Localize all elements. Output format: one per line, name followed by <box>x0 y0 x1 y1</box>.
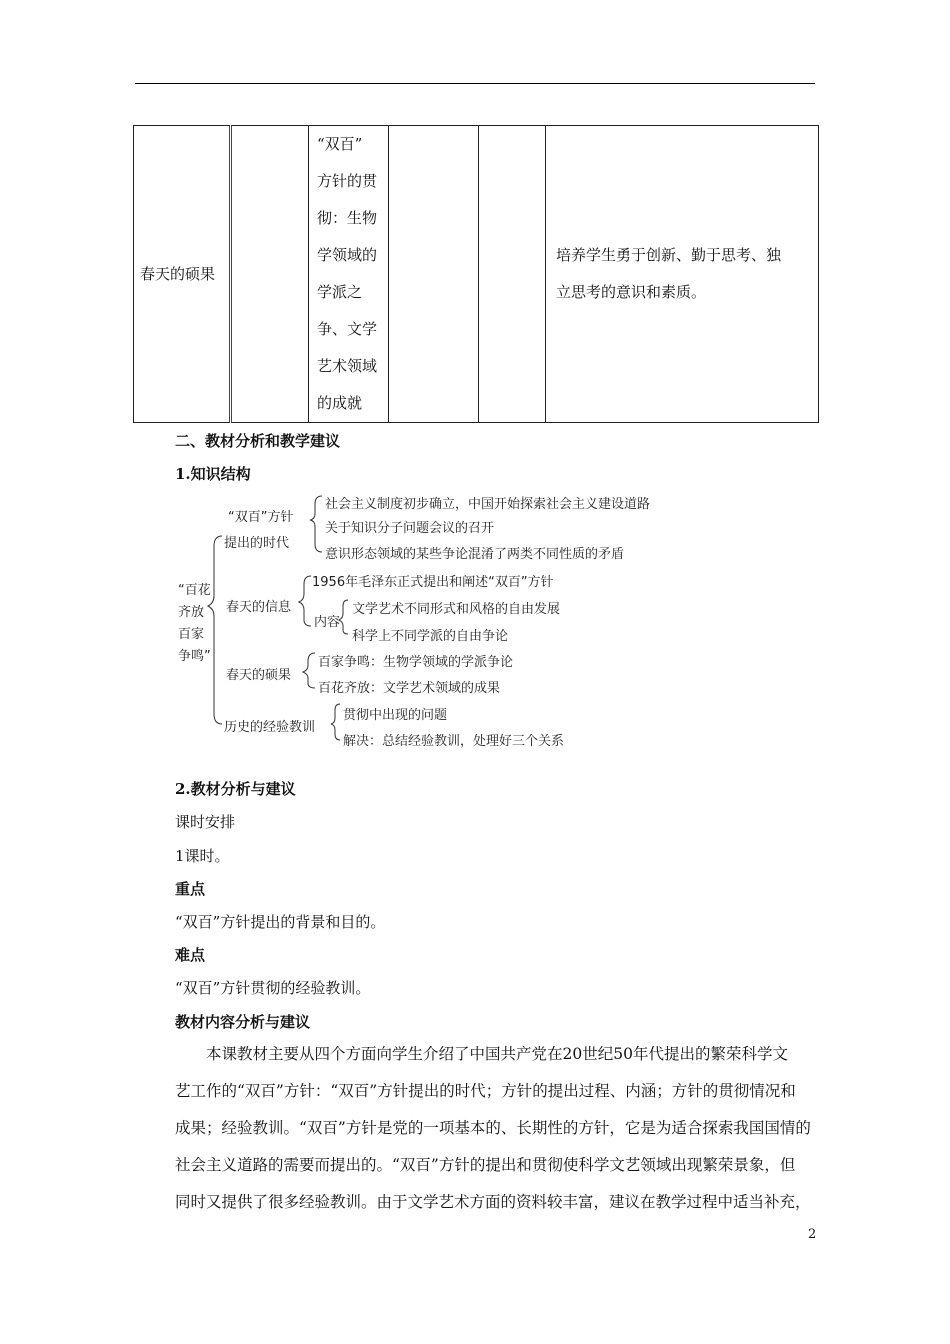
content-line: “双百” <box>317 135 363 153</box>
b1-label-1: “双百”方针 <box>228 510 294 525</box>
analysis-heading: 2.教材分析与建议 <box>175 780 296 798</box>
content-line: 的成就 <box>317 394 363 412</box>
b4-label: 历史的经验教训 <box>224 720 316 735</box>
difficulty-value: “双百”方针贯彻的经验教训。 <box>175 979 371 997</box>
paragraph-line: 艺工作的“双百”方针：“双百”方针提出的时代；方针的提出过程、内涵；方针的贯彻情况和 <box>175 1082 796 1100</box>
root-label <box>178 580 211 668</box>
b3-label: 春天的硕果 <box>226 668 292 683</box>
table-cell-content <box>309 126 389 423</box>
b2-sub-item: 文学艺术不同形式和风格的自由发展 <box>352 602 561 617</box>
content-analysis-label: 教材内容分析与建议 <box>175 1013 311 1031</box>
b2-label: 春天的信息 <box>226 600 292 615</box>
table-cell-topic <box>134 126 231 423</box>
topic-text: 春天的硕果 <box>140 265 216 283</box>
section-heading: 二、教材分析和教学建议 <box>175 432 341 450</box>
root-line: 争鸣” <box>178 649 211 664</box>
difficulty-label: 难点 <box>175 946 206 964</box>
brace-b1 <box>310 496 322 552</box>
schedule-value: 1课时。 <box>175 847 230 865</box>
table-cell-empty <box>231 126 309 423</box>
content-line: 彻：生物 <box>317 209 378 227</box>
knowledge-structure-heading: 1.知识结构 <box>175 465 251 483</box>
table-cell-empty <box>479 126 546 423</box>
content-line: 方针的贯 <box>317 172 378 190</box>
b2-sub-label: 内容 <box>314 615 341 630</box>
b4-item: 贯彻中出现的问题 <box>343 708 448 723</box>
content-paragraph <box>175 1036 815 1221</box>
b3-item: 百家争鸣：生物学领域的学派争论 <box>318 655 514 670</box>
brace-b2 <box>299 576 311 626</box>
paragraph-line: 社会主义道路的需要而提出的。“双百”方针的提出和贯彻使科学文艺领域出现繁荣景象，但 <box>175 1156 796 1174</box>
goal-line: 立思考的意识和素质。 <box>556 283 707 301</box>
b4-item: 解决：总结经验教训，处理好三个关系 <box>343 734 565 749</box>
brace-b3 <box>303 653 315 688</box>
table-cell-empty <box>389 126 479 423</box>
root-line: 齐放 <box>178 605 205 620</box>
b1-item: 意识形态领域的某些争论混淆了两类不同性质的矛盾 <box>325 547 625 562</box>
b1-label-2: 提出的时代 <box>224 536 290 551</box>
paragraph-line: 本课教材主要从四个方面向学生介绍了中国共产党在20世纪50年代提出的繁荣科学文 <box>206 1045 788 1063</box>
content-table <box>133 125 819 423</box>
root-line: “百花 <box>178 583 211 598</box>
knowledge-structure-diagram <box>160 488 651 753</box>
content-line: 学领域的 <box>317 246 378 264</box>
key-point-value: “双百”方针提出的背景和目的。 <box>175 913 386 931</box>
key-point-label: 重点 <box>175 880 206 898</box>
table-cell-goal <box>546 126 819 423</box>
header-rule <box>135 83 815 84</box>
b1-item: 关于知识分子问题会议的召开 <box>325 521 495 536</box>
b1-item: 社会主义制度初步确立，中国开始探索社会主义建设道路 <box>325 497 651 512</box>
content-line: 艺术领域 <box>317 357 378 375</box>
b2-sub-item: 科学上不同学派的自由争论 <box>352 629 509 644</box>
paragraph-line: 同时又提供了很多经验教训。由于文学艺术方面的资料较丰富，建议在教学过程中适当补充， <box>175 1193 811 1211</box>
content-line: 争、文学 <box>317 320 378 338</box>
paragraph-line: 成果；经验教训。“双百”方针是党的一项基本的、长期性的方针，它是为适合探索我国国情的 <box>175 1119 811 1137</box>
schedule-label: 课时安排 <box>175 813 236 831</box>
content-line: 学派之 <box>317 283 363 301</box>
b2-item: 1956年毛泽东正式提出和阐述“双百”方针 <box>312 575 554 590</box>
root-line: 百家 <box>178 627 205 642</box>
brace-b4 <box>331 704 340 740</box>
brace-b2-sub <box>339 600 348 634</box>
goal-line: 培养学生勇于创新、勤于思考、独 <box>556 246 782 264</box>
b3-item: 百花齐放：文学艺术领域的成果 <box>318 681 501 696</box>
page-number: 2 <box>808 1227 817 1242</box>
table-row <box>134 126 819 423</box>
